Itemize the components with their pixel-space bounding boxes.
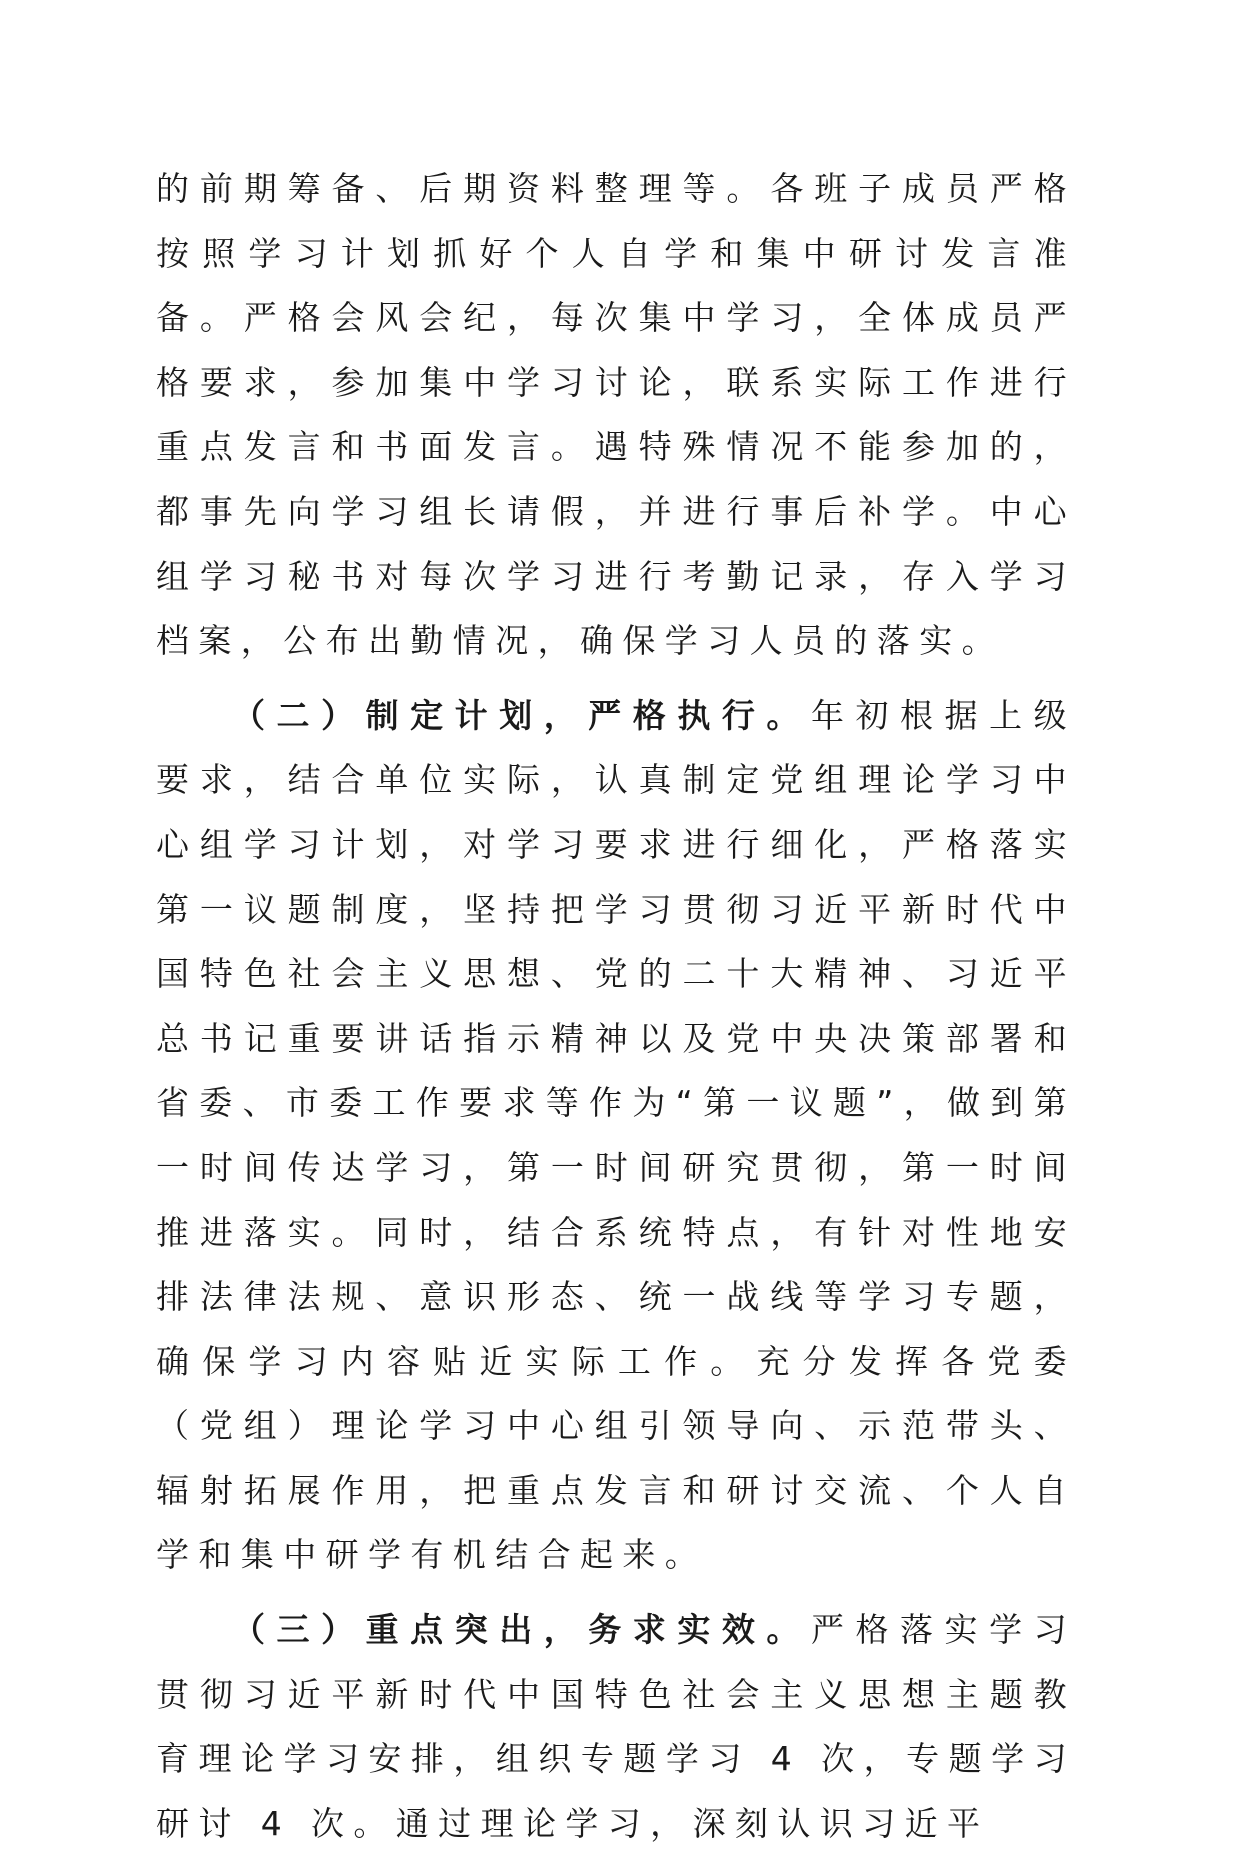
paragraph-section-three <box>156 1598 1076 1856</box>
paragraph-continuation <box>156 157 1076 674</box>
paragraph-body: 的前期筹备、后期资料整理等。各班子成员严格按照学习计划抓好个人自学和集中研讨发言准备。严格会风会纪，每次集中学习，全体成员严格要求，参加集中学习讨论，联系实际工作进行重点发言和书面发言。遇特殊情况不能参加的，都事先向学习组长请假，并进行事后补学。中心组学习秘书对每次学习进行考勤记录，存入学习档案，公布出勤情况，确保学习人员的落实。 <box>156 169 1076 661</box>
section-heading: （二）制定计划，严格执行。 <box>232 695 811 735</box>
paragraph-body: 年初根据上级要求，结合单位实际，认真制定党组理论学习中心组学习计划，对学习要求进行细化，严格落实第一议题制度，坚持把学习贯彻习近平新时代中国特色社会主义思想、党的二十大精神、习近平总书记重要讲话指示精神以及党中央决策部署和省委、市委工作要求等作为“第一议题”，做到第一时间传达学习，第一时间研究贯彻，第一时间推进落实。同时，结合系统特点，有针对性地安排法律法规、意识形态、统一战线等学习专题，确保学习内容贴近实际工作。充分发挥各党委（党组）理论学习中心组引领导向、示范带头、辐射拓展作用，把重点发言和研讨交流、个人自学和集中研学有机结合起来。 <box>156 695 1077 1575</box>
paragraph-body: 严格落实学习贯彻习近平新时代中国特色社会主义思想主题教育理论学习安排，组织专题学习 4 次，专题学习研讨 4 次。通过理论学习，深刻认识习近平 <box>156 1610 1077 1843</box>
paragraph-section-two <box>156 684 1076 1588</box>
document-page <box>156 157 1076 1856</box>
section-heading: （三）重点突出，务求实效。 <box>232 1610 811 1650</box>
